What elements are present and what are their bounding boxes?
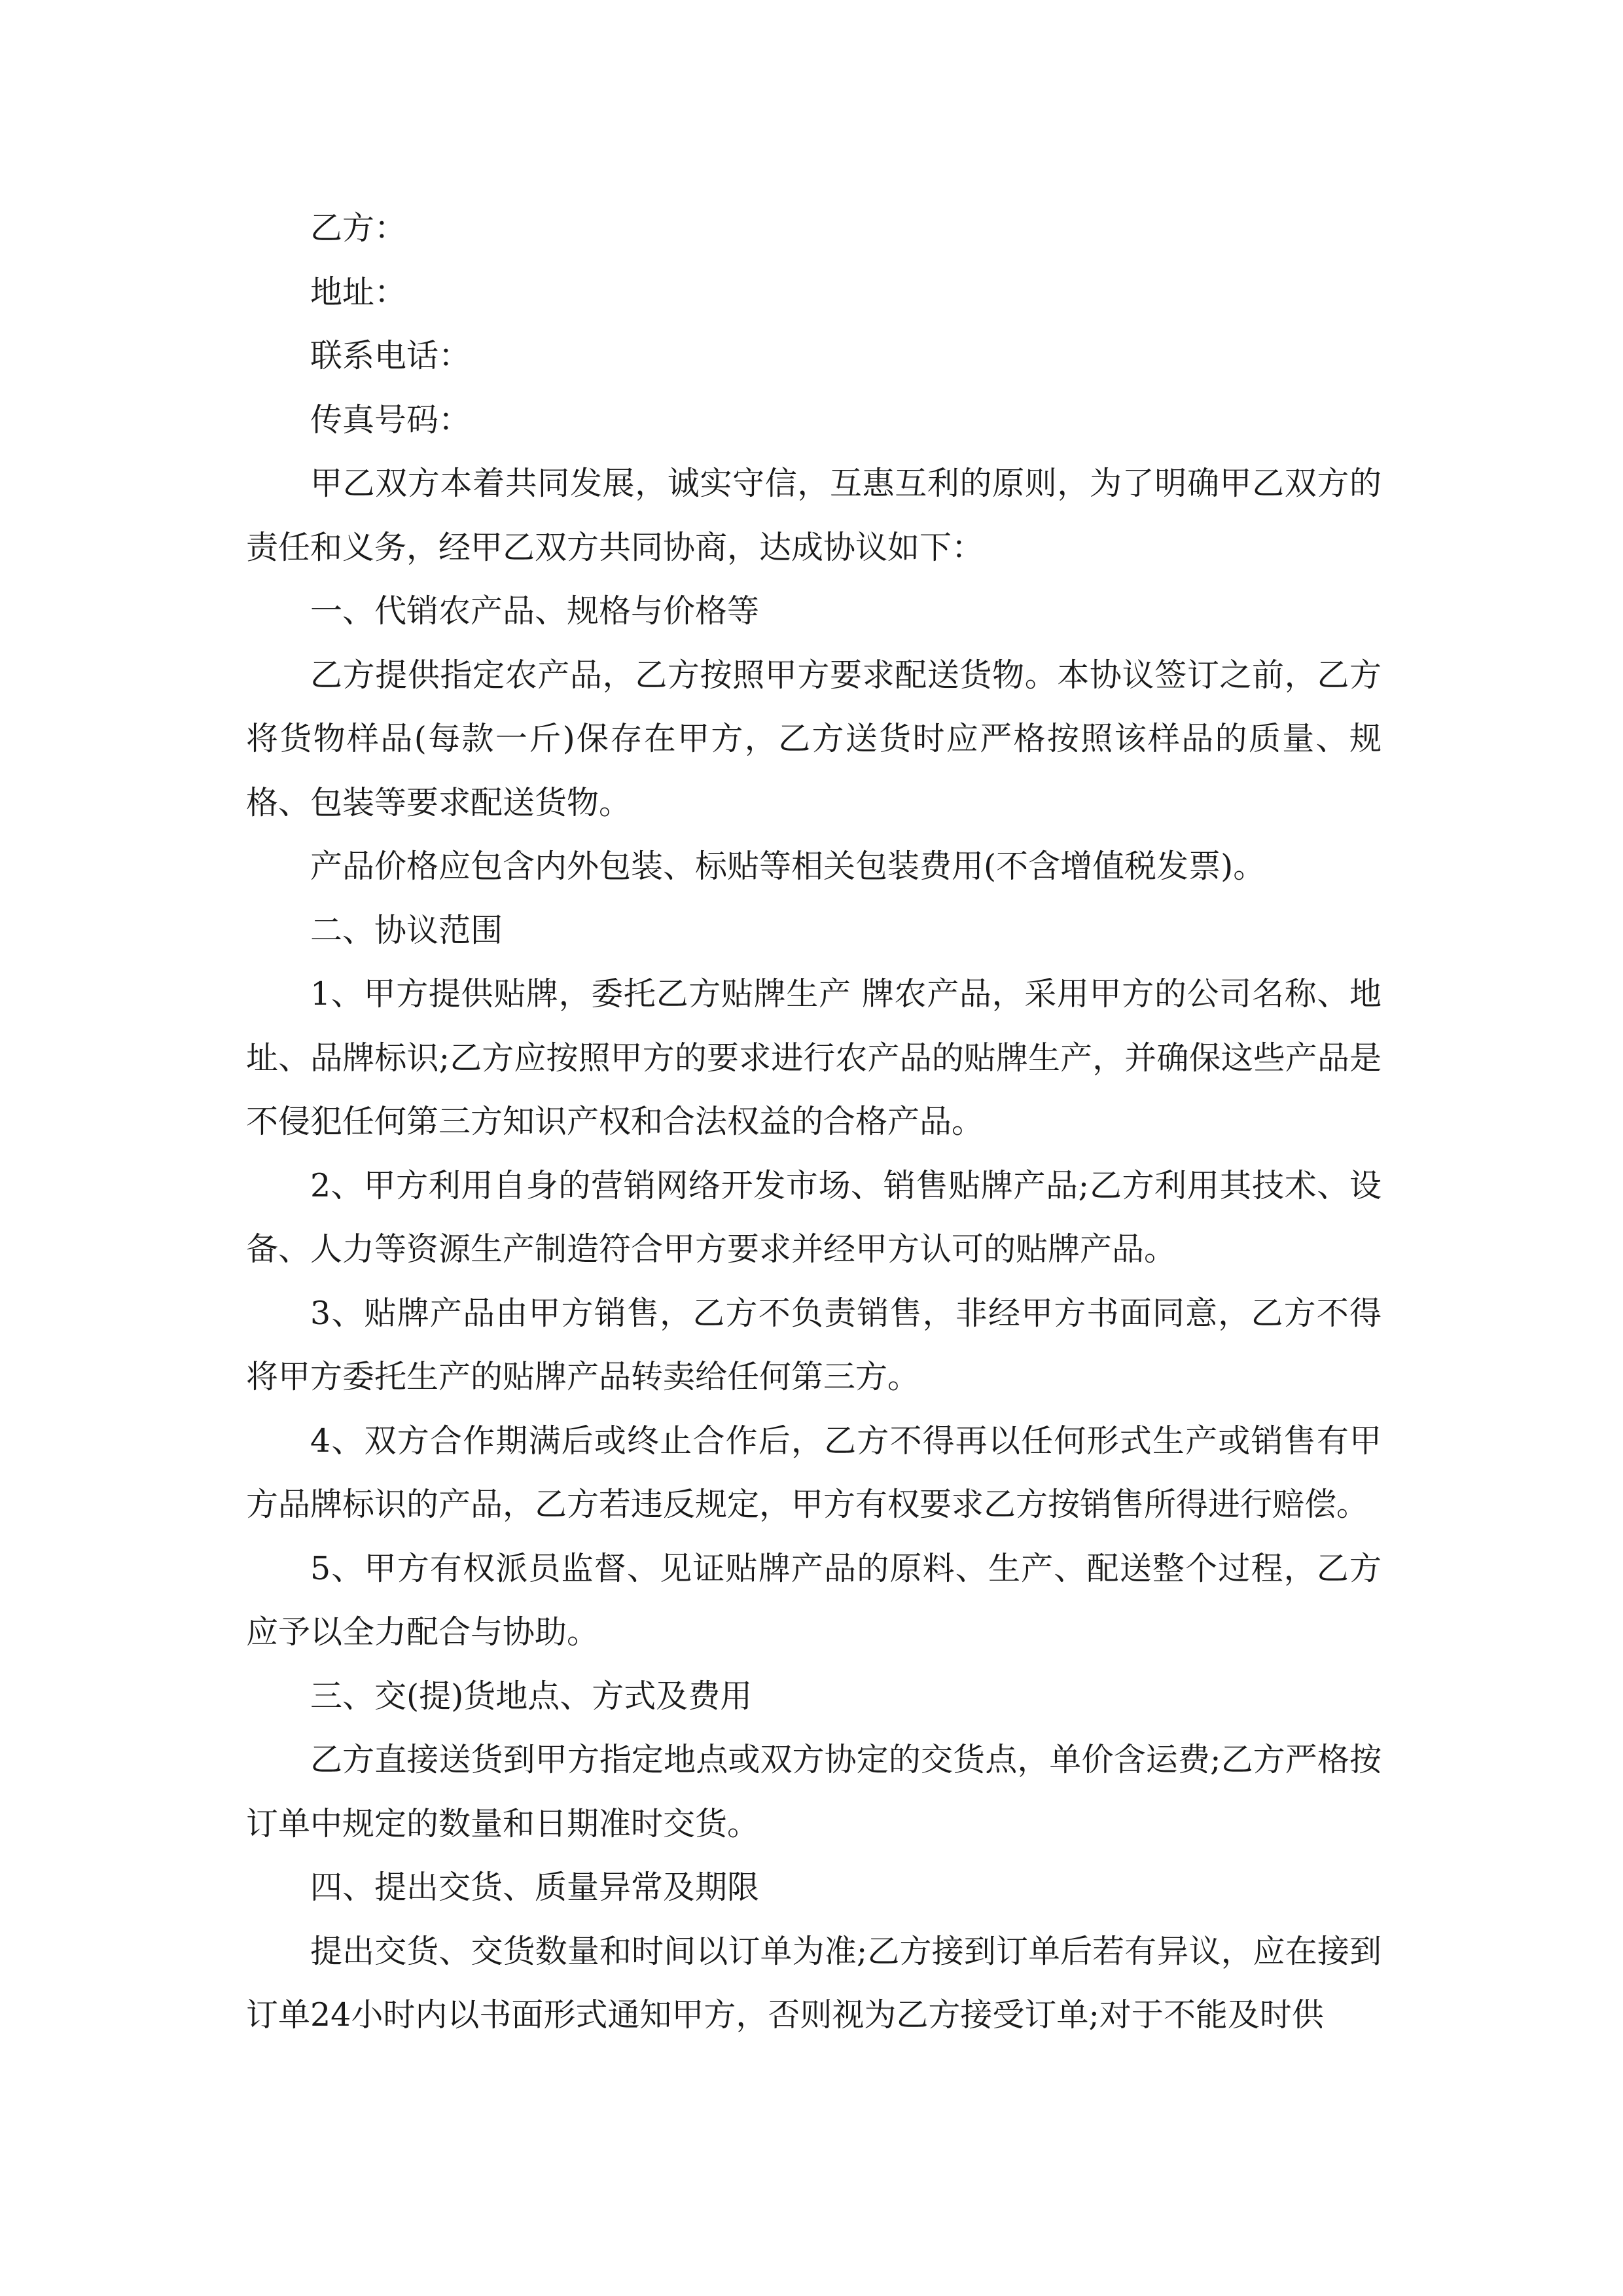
phone-label: 联系电话： xyxy=(310,337,471,374)
address-label: 地址： xyxy=(310,273,407,311)
section-2-heading: 二、协议范围 xyxy=(310,911,503,949)
section-1-paragraph-2: 产品价格应包含内外包装、标贴等相关包装费用(不含增值税发票)。 xyxy=(310,848,1266,885)
section-1-paragraph-1: 乙方提供指定农产品，乙方按照甲方要求配送货物。本协议签订之前，乙方将货物样品(每款一斤)保存在甲方，乙方送货时应严格按照该样品的质量、规格、包装等要求配送货物。 xyxy=(246,656,1382,821)
section-2-item-5: 5、甲方有权派员监督、见证贴牌产品的原料、生产、配送整个过程，乙方应予以全力配合与协助。 xyxy=(246,1549,1382,1651)
document-body xyxy=(246,196,1382,2047)
section-2-item-4: 4、双方合作期满后或终止合作后，乙方不得再以任何形式生产或销售有甲方品牌标识的产品，乙方若违反规定，甲方有权要求乙方按销售所得进行赔偿。 xyxy=(246,1422,1382,1523)
fax-label: 传真号码： xyxy=(310,401,471,439)
preamble-paragraph: 甲乙双方本着共同发展，诚实守信，互惠互利的原则，为了明确甲乙双方的责任和义务，经甲乙双方共同协商，达成协议如下： xyxy=(246,465,1382,566)
section-4-heading: 四、提出交货、质量异常及期限 xyxy=(310,1869,760,1906)
section-1-heading: 一、代销农产品、规格与价格等 xyxy=(310,592,760,630)
section-2-item-2: 2、甲方利用自身的营销网络开发市场、销售贴牌产品;乙方利用其技术、设备、人力等资源生产制造符合甲方要求并经甲方认可的贴牌产品。 xyxy=(246,1166,1382,1268)
section-2-item-3: 3、贴牌产品由甲方销售，乙方不负责销售，非经甲方书面同意，乙方不得将甲方委托生产的贴牌产品转卖给任何第三方。 xyxy=(246,1294,1382,1395)
section-3-heading: 三、交(提)货地点、方式及费用 xyxy=(310,1677,753,1715)
party-b-label: 乙方： xyxy=(310,209,407,247)
section-3-paragraph: 乙方直接送货到甲方指定地点或双方协定的交货点，单价含运费;乙方严格按订单中规定的数量和日期准时交货。 xyxy=(246,1741,1382,1842)
section-2-item-1: 1、甲方提供贴牌，委托乙方贴牌生产 牌农产品，采用甲方的公司名称、地址、品牌标识;乙方应按照甲方的要求进行农产品的贴牌生产，并确保这些产品是不侵犯任何第三方知识产权和合法权益的合格产品。 xyxy=(246,975,1382,1140)
section-4-paragraph: 提出交货、交货数量和时间以订单为准;乙方接到订单后若有异议，应在接到订单24小时内以书面形式通知甲方，否则视为乙方接受订单;对于不能及时供 xyxy=(246,1932,1382,2034)
